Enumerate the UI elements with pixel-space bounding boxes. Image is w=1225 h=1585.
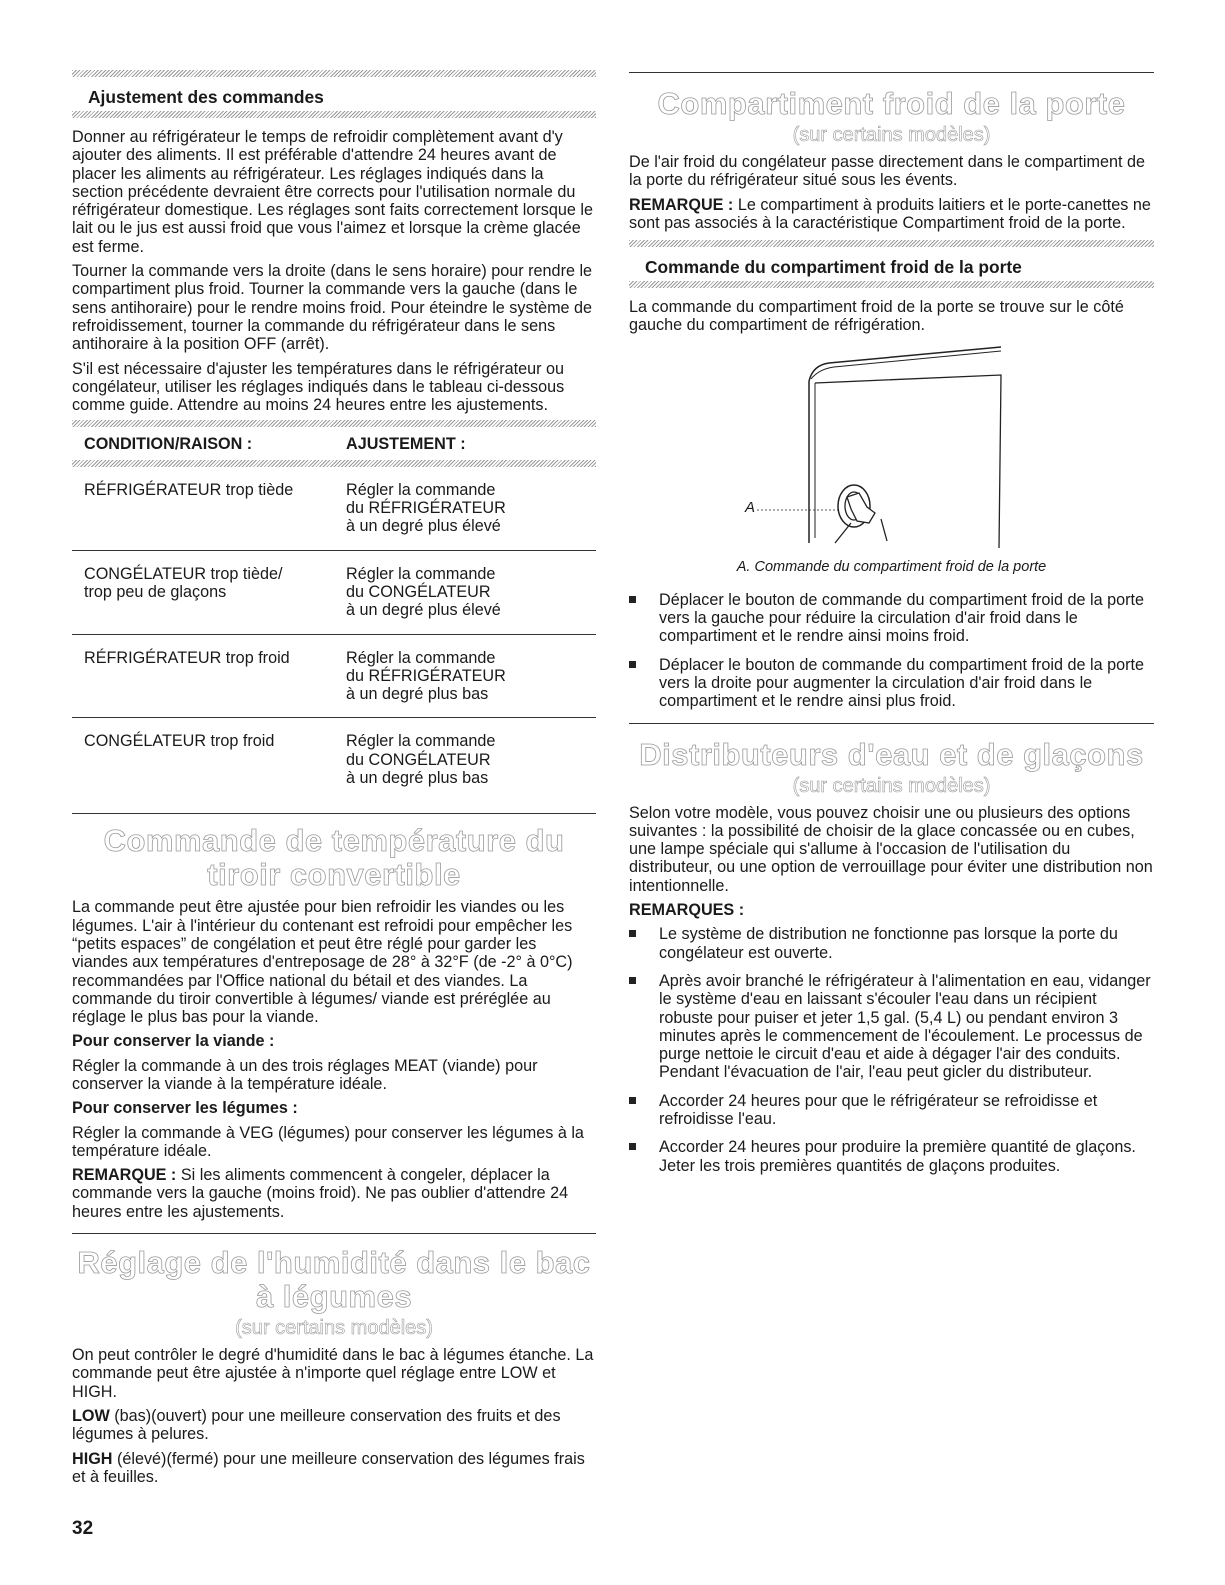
list-item: Le système de distribution ne fonctionne pas lorsque la porte du congélateur est ouverte. <box>629 925 1154 962</box>
table-row <box>72 550 596 634</box>
adjustment-table <box>72 427 596 801</box>
hatch-rule <box>72 70 596 77</box>
left-column <box>72 70 596 1492</box>
hatch-rule <box>72 460 596 467</box>
humidity-paragraph: On peut contrôler le degré d'humidité dans le bac à légumes étanche. La commande peut être ajustée à n'importe quel réglage entre LOW et HIGH. <box>72 1346 594 1401</box>
dispenser-bullet-list <box>629 925 1154 1175</box>
low-paragraph <box>72 1407 596 1444</box>
door-subtitle: (sur certains modèles) <box>792 124 991 146</box>
door-control-paragraph: La commande du compartiment froid de la porte se trouve sur le côté gauche du compartiment de réfrigération. <box>629 298 1124 335</box>
condition-cell: trop peu de glaçons <box>84 582 227 601</box>
adjust-line: Régler la commande <box>346 648 496 667</box>
drawer-section-title: Commande de température du tiroir convertible <box>103 823 565 893</box>
table-row <box>72 467 596 550</box>
adjust-line: du CONGÉLATEUR <box>346 750 491 769</box>
door-note <box>629 196 1154 233</box>
adjust-line: du RÉFRIGÉRATEUR <box>346 666 506 685</box>
adjust-line: à un degré plus bas <box>346 685 489 704</box>
veg-heading: Pour conserver les légumes : <box>72 1099 298 1118</box>
adjust-paragraph-2: Tourner la commande vers la droite (dans le sens horaire) pour rendre le compartiment plus froid. Tourner la commande vers la gauche (dans le sens antihoraire) pour le rendre moins froid. Pour éteindre le système de refroidissement, tourner la commande du réfrigérateur dans le sens antihoraire à la position OFF (arrêt). <box>72 262 593 354</box>
door-bullet-list <box>629 591 1154 711</box>
door-section-title: Compartiment froid de la porte <box>657 86 1126 121</box>
adjust-line: à un degré plus élevé <box>346 601 501 620</box>
list-item: Accorder 24 heures pour que le réfrigérateur se refroidisse et refroidisse l'eau. <box>629 1092 1154 1129</box>
drawer-paragraph: La commande peut être ajustée pour bien refroidir les viandes ou les légumes. L'air à l'intérieur du contenant est refroidi pour empêcher les “petits espaces” de congélation et peut être réglé pour garder les viandes aux températures d'entreposage de 28° à 32°F (de -2° à 0°C) recommandées par l'Office national du bétail et des viandes. La commande du tiroir convertible à légumes/ viande est préréglée au réglage le plus bas pour la viande. <box>72 898 573 1027</box>
drawer-note <box>72 1166 596 1221</box>
adjust-line: Régler la commande <box>346 732 496 751</box>
door-control-heading: Commande du compartiment froid de la porte <box>645 257 1022 278</box>
section-rule <box>72 1233 596 1234</box>
adjust-paragraph-3: S'il est nécessaire d'ajuster les températures dans le réfrigérateur ou congélateur, utiliser les réglages indiqués dans le tableau ci-dessous comme guide. Attendre au moins 24 heures entre les ajustements. <box>72 359 565 415</box>
adjust-line: du CONGÉLATEUR <box>346 582 491 601</box>
high-text: (élevé)(fermé) pour une meilleure conservation des légumes frais et à feuilles. <box>72 1449 585 1486</box>
humidity-section-title: Réglage de l'humidité dans le bac à légumes <box>77 1245 591 1315</box>
dispenser-paragraph: Selon votre modèle, vous pouvez choisir une ou plusieurs des options suivantes : la possibilité de choisir de la glace concassée ou en cubes, une lampe spéciale qui s'allume à l'occasion de l'utilisation du distributeur, ou une option de verrouillage pour éviter une distribution non intentionnelle. <box>629 803 1153 895</box>
low-text: (bas)(ouvert) pour une meilleure conservation des fruits et des légumes à pelures. <box>72 1406 561 1444</box>
table-row <box>72 718 596 801</box>
hatch-rule <box>629 281 1154 288</box>
condition-cell: CONGÉLATEUR trop tiède/ <box>84 564 283 583</box>
list-item: Déplacer le bouton de commande du compartiment froid de la porte vers la gauche pour réduire la circulation d'air froid dans le compartiment et le rendre ainsi moins froid. <box>629 591 1154 646</box>
high-label: HIGH <box>72 1449 113 1468</box>
page-number: 32 <box>72 1518 94 1539</box>
section-rule <box>629 72 1154 73</box>
list-item: Accorder 24 heures pour produire la première quantité de glaçons. Jeter les trois premières quantités de glaçons produites. <box>629 1138 1154 1175</box>
door-paragraph: De l'air froid du congélateur passe directement dans le compartiment de la porte du réfrigérateur situé sous les évents. <box>629 153 1145 190</box>
dispenser-section-title: Distributeurs d'eau et de glaçons <box>639 736 1144 772</box>
high-paragraph <box>72 1450 596 1487</box>
meat-paragraph: Régler la commande à un des trois réglages MEAT (viande) pour conserver la viande à la température idéale. <box>72 1056 538 1093</box>
veg-paragraph: Régler la commande à VEG (légumes) pour conserver les légumes à la température idéale. <box>72 1123 584 1160</box>
dispenser-subtitle: (sur certains modèles) <box>792 774 991 797</box>
right-column <box>629 70 1154 1185</box>
note-text: Si les aliments commencent à congeler, déplacer la commande vers la gauche (moins froid). Ne pas oublier d'attendre 24 heures entre les ajustements. <box>72 1166 569 1221</box>
adjust-line: du RÉFRIGÉRATEUR <box>346 499 506 518</box>
hatch-rule <box>629 240 1154 247</box>
hatch-rule <box>72 111 596 118</box>
dispenser-notes-heading: REMARQUES : <box>629 901 745 920</box>
door-control-figure <box>629 343 1154 553</box>
humidity-subtitle: (sur certains modèles) <box>235 1317 433 1340</box>
table-header-adjustment: AJUSTEMENT : <box>346 435 466 454</box>
low-label: LOW <box>72 1406 110 1425</box>
adjust-paragraph-1: Donner au réfrigérateur le temps de refroidir complètement avant d'y ajouter des aliments. Il est préférable d'attendre 24 heures avant de placer les aliments au réfrigérateur. Les réglages indiqués dans la section précédente devraient être corrects pour l'utilisation normale du réfrigérateur domestique. Les réglages sont faits correctement lorsque le lait ou le jus est aussi froid que vous l'aimez et lorsque la crème glacée est ferme. <box>72 128 593 256</box>
figure-caption: A. Commande du compartiment froid de la porte <box>736 558 1047 575</box>
section-rule <box>629 723 1154 724</box>
condition-cell: RÉFRIGÉRATEUR trop froid <box>84 648 290 667</box>
adjust-line: à un degré plus élevé <box>346 517 501 536</box>
adjust-line: Régler la commande <box>346 480 496 499</box>
table-header-condition: CONDITION/RAISON : <box>84 435 253 454</box>
figure-callout-label: A <box>745 498 756 516</box>
door-note-label: REMARQUE : <box>629 195 734 214</box>
adjust-line: Régler la commande <box>346 564 496 583</box>
list-item: Après avoir branché le réfrigérateur à l'alimentation en eau, vidanger le système d'eau en laissant s'écouler l'eau dans un récipient robuste pour puiser et jeter 1,5 gal. (5,4 L) ou pendant environ 3 minutes après le commencement de l'écoulement. Le processus de purge nettoie le circuit d'eau et aide à dégager l'air des conduits. Pendant l'évacuation de l'air, l'eau peut gicler du distributeur. <box>629 972 1154 1082</box>
condition-cell: CONGÉLATEUR trop froid <box>84 732 275 751</box>
refrigerator-door-illustration <box>629 343 1154 553</box>
note-label: REMARQUE : <box>72 1166 177 1185</box>
condition-cell: RÉFRIGÉRATEUR trop tiède <box>84 480 294 499</box>
list-item: Déplacer le bouton de commande du compartiment froid de la porte vers la droite pour augmenter la circulation d'air froid dans le compartiment et le rendre ainsi plus froid. <box>629 656 1154 711</box>
section-rule <box>72 813 596 814</box>
hatch-rule <box>72 420 596 427</box>
door-note-text: Le compartiment à produits laitiers et le porte-canettes ne sont pas associés à la caractéristique Compartiment froid de la porte. <box>629 195 1151 232</box>
adjust-heading: Ajustement des commandes <box>88 87 324 107</box>
meat-heading: Pour conserver la viande : <box>72 1032 275 1051</box>
table-row <box>72 634 596 718</box>
adjust-line: à un degré plus bas <box>346 769 489 788</box>
